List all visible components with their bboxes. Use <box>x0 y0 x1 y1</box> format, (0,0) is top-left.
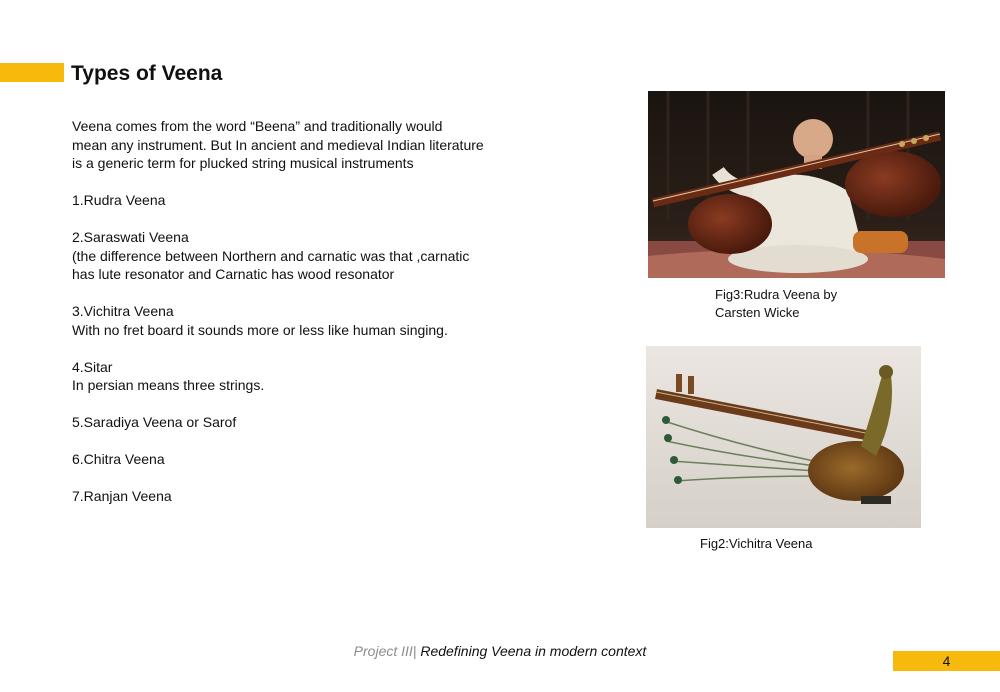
type-ranjan-veena: 7.Ranjan Veena <box>72 488 172 504</box>
type-sitar: 4.Sitar <box>72 358 113 375</box>
type-vichitra-veena: 3.Vichitra Veena <box>72 303 174 319</box>
footer-project: Project III| <box>353 643 417 659</box>
type-saradiya-veena: 5.Saradiya Veena or Sarof <box>72 414 237 430</box>
vichitra-veena-caption: Fig2:Vichitra Veena <box>700 536 813 551</box>
intro-line: mean any instrument. But In ancient and medieval Indian literature <box>72 136 484 153</box>
type-saraswati-veena: 2.Saraswati Veena <box>72 229 189 245</box>
vichitra-veena-photo <box>646 346 921 528</box>
intro-line: Veena comes from the word “Beena” and traditionally would <box>72 118 443 134</box>
page-title: Types of Veena <box>71 62 223 85</box>
page-number: 4 <box>893 651 1000 671</box>
type-note: has lute resonator and Carnatic has wood resonator <box>72 266 395 282</box>
type-chitra-veena: 6.Chitra Veena <box>72 451 165 467</box>
intro-line: is a generic term for plucked string musical instruments <box>72 155 414 171</box>
type-note: (the difference between Northern and carnatic was that ,carnatic <box>72 247 470 264</box>
body-text <box>72 117 512 506</box>
title-accent-bar <box>0 63 64 82</box>
footer <box>0 643 1000 659</box>
type-note: With no fret board it sounds more or less like human singing. <box>72 321 448 338</box>
rudra-veena-caption: Fig3:Rudra Veena by Carsten Wicke <box>715 287 838 320</box>
footer-subtitle: Redefining Veena in modern context <box>416 643 647 659</box>
type-rudra-veena: 1.Rudra Veena <box>72 192 166 208</box>
type-note: In persian means three strings. <box>72 377 265 393</box>
rudra-veena-photo <box>648 91 945 278</box>
